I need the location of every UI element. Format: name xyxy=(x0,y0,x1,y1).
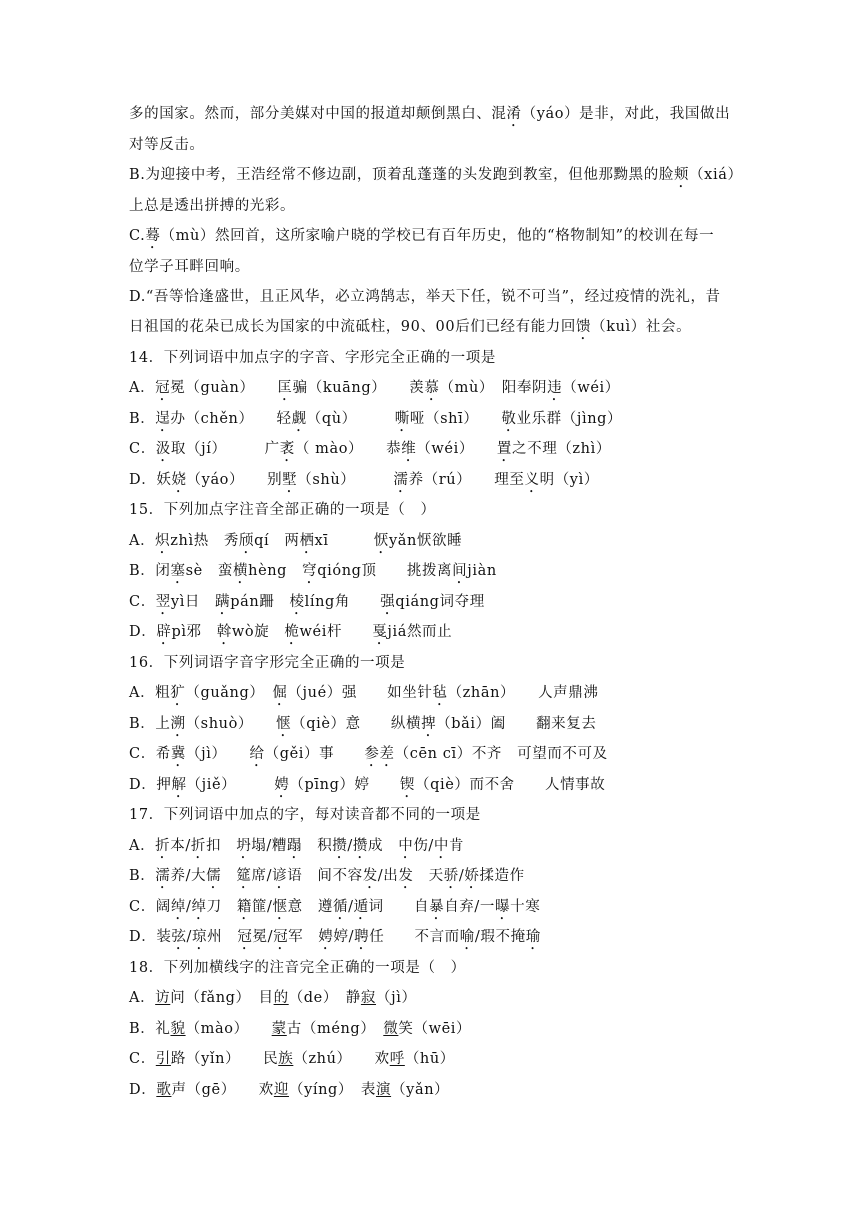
question-18-option-c: C．引路（yǐn） 民族（zhú） 欢呼（hū） xyxy=(129,1051,455,1067)
question-15-option-b: B．闭塞sè 蛮横hèng 穹qióng顶 挑拨离间jiàn xyxy=(129,563,497,579)
question-17-stem: 17．下列词语中加点的字，每对读音都不同的一项是 xyxy=(129,807,481,823)
question-18-option-a: A．访问（fǎng） 目的（de） 静寂（jì） xyxy=(129,990,417,1006)
question-18-stem: 18．下列加横线字的注音完全正确的一项是（ ） xyxy=(129,960,466,976)
question-16-option-b: B．上溯（shuò） 惬（qiè）意 纵横捭（bǎi）阖 翻来复去 xyxy=(129,716,597,732)
question-14-option-b: B．逞办（chěn） 轻觑（qù） 嘶哑（shī） 敬业乐群（jìng） xyxy=(129,411,623,427)
question-14-stem: 14．下列词语中加点字的字音、字形完全正确的一项是 xyxy=(129,350,496,366)
question-17-option-c: C．阔绰/绰刀 籍篚/惬意 遵循/遁词 自暴自弃/一曝十寒 xyxy=(129,899,541,915)
question-17-option-b: B．濡养/大儒 筵席/谚语 间不容发/出发 天骄/娇揉造作 xyxy=(129,868,525,884)
question-18-option-b: B．礼貌（mào） 蒙古（méng） 微笑（wēi） xyxy=(129,1021,472,1037)
text-line: 上总是透出拼搏的光彩。 xyxy=(129,198,296,214)
text-line: D.“吾等恰逢盛世，且正风华，必立鸿鹄志，举天下任，锐不可当”，经过疫情的洗礼，昔 xyxy=(129,289,721,305)
text-line: C.蓦（mù）然回首，这所家喻户晓的学校已有百年历史，他的“格物制知”的校训在每一 xyxy=(129,228,715,244)
question-18-option-d: D．歌声（gē） 欢迎（yíng） 表演（yǎn） xyxy=(129,1082,450,1098)
question-16-option-d: D．押解（jiě） 娉（pīng）婷 锲（qiè）而不舍 人情事故 xyxy=(129,777,606,793)
question-15-option-c: C．翌yì日 蹒pán跚 棱líng角 强qiáng词夺理 xyxy=(129,594,485,610)
text-line: 位学子耳畔回响。 xyxy=(129,259,250,275)
question-16-option-c: C．希冀（jì） 给（gěi）事 参差（cēn cī）不齐 可望而不可及 xyxy=(129,746,608,762)
question-14-option-d: D．妖娆（yáo） 别墅（shù） 濡养（rú） 理至义明（yì） xyxy=(129,472,599,488)
question-17-option-a: A．折本/折扣 坍塌/糟蹋 积攒/攒成 中伤/中肯 xyxy=(129,838,465,854)
text-line: B.为迎接中考，王浩经常不修边副，顶着乱蓬蓬的头发跑到教室，但他那黝黑的脸颊（xiá） xyxy=(129,167,743,183)
text-line: 日祖国的花朵已成长为国家的中流砥柱，90、00后们已经有能力回馈（kuì）社会。 xyxy=(129,319,692,335)
text-line: 多的国家。然而，部分美媒对中国的报道却颠倒黑白、混淆（yáo）是非，对此，我国做出 xyxy=(129,106,731,122)
question-17-option-d: D．装弦/琼州 冠冕/冠军 娉婷/聘任 不言而喻/瑕不掩瑜 xyxy=(129,929,541,945)
question-14-option-c: C．汲取（jí） 广袤（ mào） 恭维（wéi） 置之不理（zhì） xyxy=(129,441,611,457)
question-16-stem: 16．下列词语字音字形完全正确的一项是 xyxy=(129,655,406,671)
text-line: 对等反击。 xyxy=(129,137,205,153)
question-14-option-a: A．冠冕（guàn） 匡骗（kuāng） 羡慕（mù） 阳奉阴违（wéi） xyxy=(129,380,620,396)
question-16-option-a: A．粗犷（guǎng） 倔（jué）强 如坐针毡（zhān） 人声鼎沸 xyxy=(129,685,599,701)
question-15-stem: 15．下列加点字注音全部正确的一项是（ ） xyxy=(129,502,436,518)
question-15-option-d: D．辟pì邪 斡wò旋 桅wéi杆 戛jiá然而止 xyxy=(129,624,453,640)
question-15-option-a: A．炽zhì热 秀颀qí 两栖xī 恹yǎn恹欲睡 xyxy=(129,533,463,549)
